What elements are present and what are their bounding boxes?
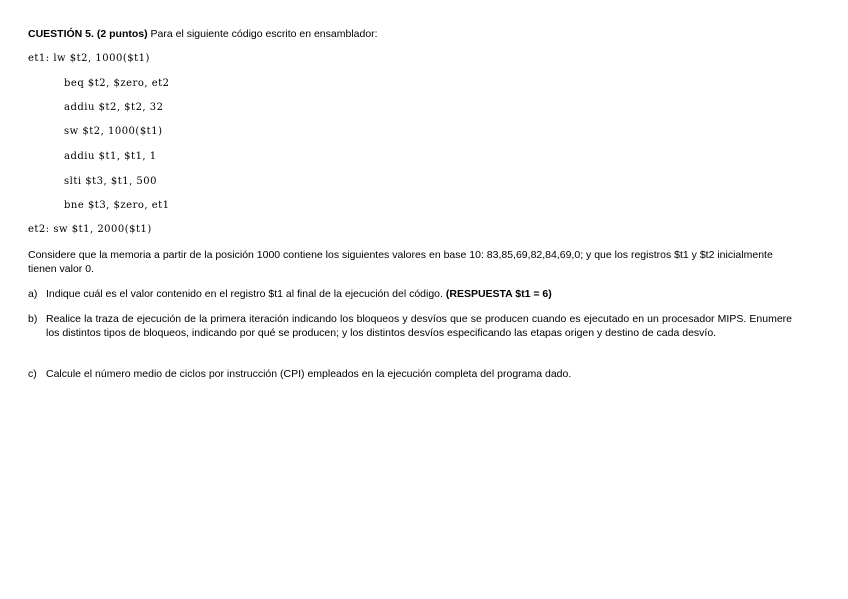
code-line-8: et2: sw $t1, 2000($t1) bbox=[28, 224, 152, 235]
memory-statement: Considere que la memoria a partir de la posición 1000 contiene los siguientes valores en base 10: 83,85,69,82,84,69,0; y que los registros $t1 y $t2 inicialmente tienen valor 0. bbox=[28, 249, 773, 275]
code-line-4: sw $t2, 1000($t1) bbox=[64, 126, 163, 137]
item-b-text: Realice la traza de ejecución de la primera iteración indicando los bloqueos y desvíos que se producen cuando es ejecutado en un procesador MIPS. Enumere los distintos tipos de bloqueos, indicando por qué se producen; y los distintos desvíos especificando las etapas origen y destino de cada desvío. bbox=[46, 313, 792, 339]
item-a-text: Indique cuál es el valor contenido en el registro $t1 al final de la ejecución del código. bbox=[46, 288, 443, 300]
question-intro: Para el siguiente código escrito en ensamblador: bbox=[150, 28, 378, 40]
item-b bbox=[28, 312, 792, 340]
code-line-1: et1: lw $t2, 1000($t1) bbox=[28, 53, 150, 64]
item-c bbox=[28, 367, 792, 381]
code-line-2: beq $t2, $zero, et2 bbox=[64, 78, 170, 89]
item-a-answer: (RESPUESTA $t1 = 6) bbox=[445, 288, 552, 300]
item-c-text: Calcule el número medio de ciclos por instrucción (CPI) empleados en la ejecución completa del programa dado. bbox=[46, 368, 572, 380]
code-line-7: bne $t3, $zero, et1 bbox=[64, 200, 170, 211]
question-points: (2 puntos) bbox=[96, 28, 148, 40]
item-a bbox=[28, 287, 792, 301]
item-a-body bbox=[46, 287, 792, 301]
item-a-marker: a) bbox=[28, 288, 38, 300]
question-heading bbox=[28, 28, 378, 41]
code-line-6: slti $t3, $t1, 500 bbox=[64, 176, 158, 187]
item-c-marker: c) bbox=[28, 368, 37, 380]
code-line-3: addiu $t2, $t2, 32 bbox=[64, 102, 164, 113]
item-b-marker: b) bbox=[28, 313, 38, 325]
question-title: CUESTIÓN 5. bbox=[28, 28, 94, 40]
code-line-5: addiu $t1, $t1, 1 bbox=[64, 151, 157, 162]
